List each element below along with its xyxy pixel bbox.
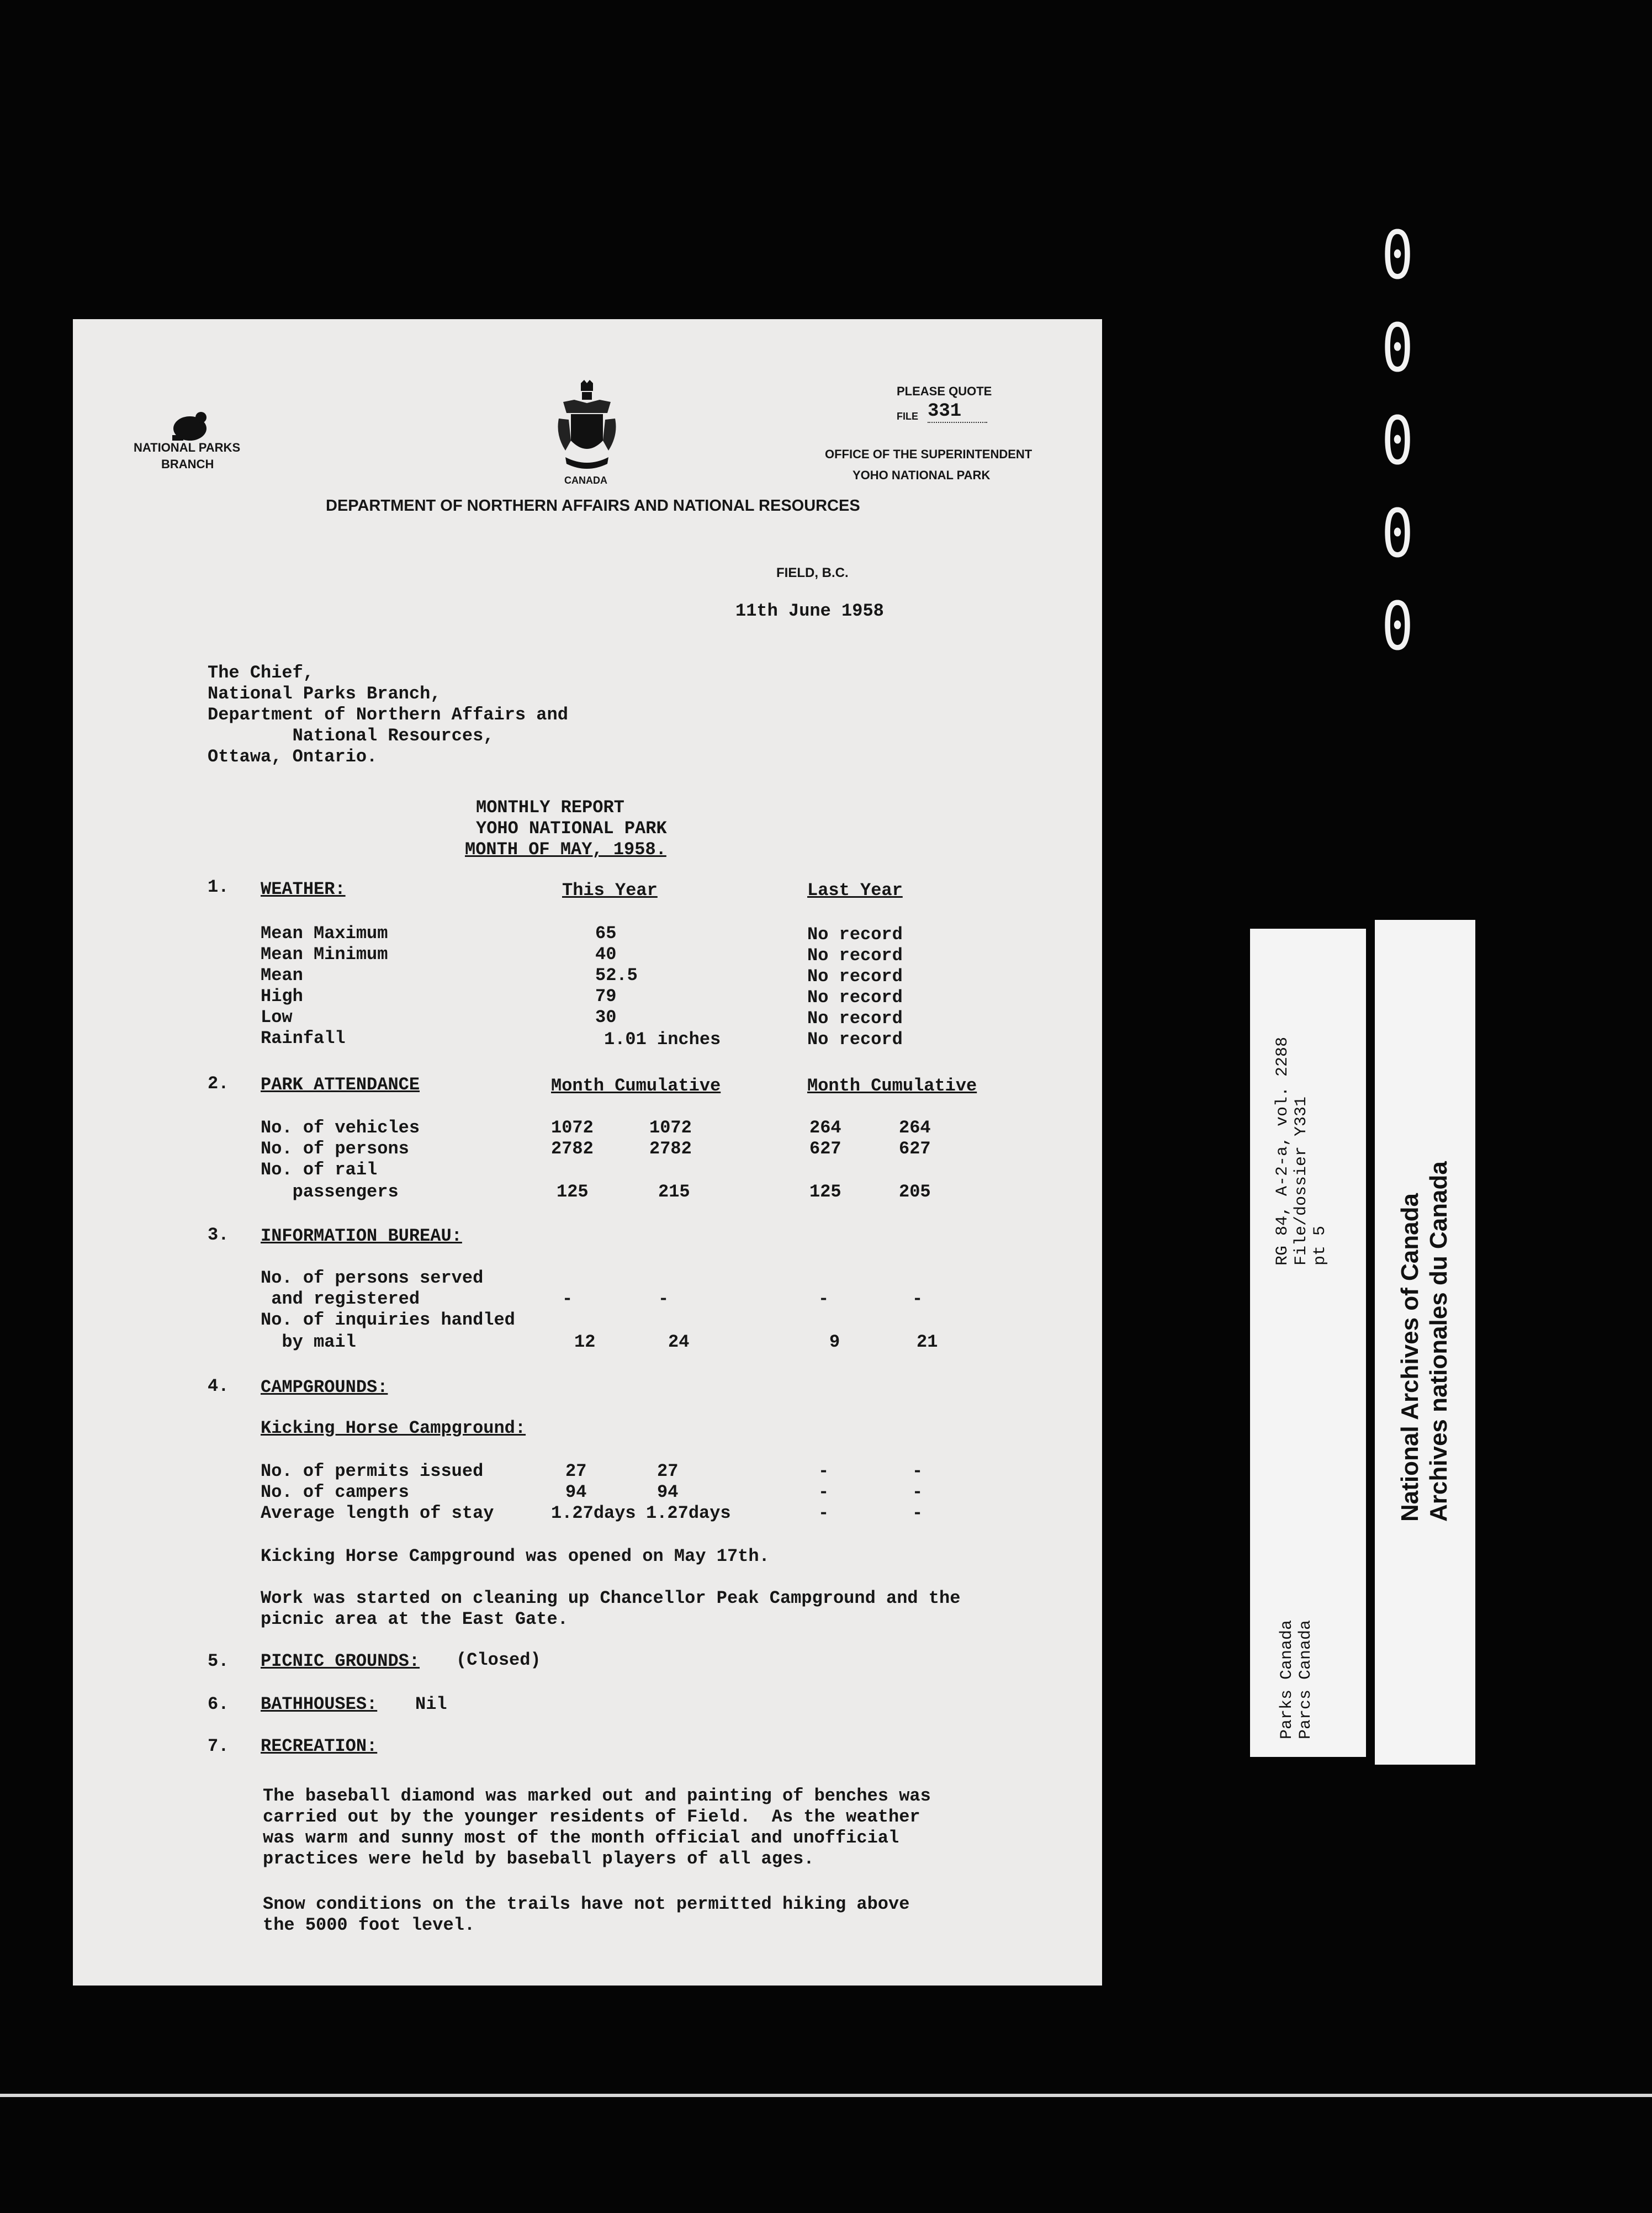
attendance-label: passengers <box>261 1182 399 1202</box>
attendance-cumulative-last: 627 <box>899 1139 931 1159</box>
canada-crest-icon <box>552 380 622 477</box>
attendance-month-last: 264 <box>809 1118 841 1138</box>
campground-month-last: - <box>818 1503 829 1523</box>
report-title-line2: YOHO NATIONAL PARK <box>476 818 667 839</box>
file-number: 331 <box>928 401 987 423</box>
weather-label: Mean <box>261 965 303 986</box>
campground-cumulative-last: - <box>912 1482 923 1502</box>
agency-en: Parks Canada <box>1278 1619 1296 1739</box>
column-header-this-year: This Year <box>562 880 658 901</box>
branch-line2: BRANCH <box>161 457 214 471</box>
info-bureau-cumulative: 24 <box>668 1332 690 1352</box>
campground-month: 94 <box>565 1482 587 1502</box>
addressee-line: The Chief, <box>208 663 314 683</box>
campground-cumulative-last: - <box>912 1503 923 1523</box>
frame-number <box>1374 210 1421 674</box>
recreation-text: carried out by the younger residents of Field. As the weather <box>263 1807 920 1827</box>
section-number: 7. <box>208 1736 229 1756</box>
section-heading-campgrounds: CAMPGROUNDS: <box>261 1377 388 1397</box>
archive-reference <box>1273 1037 1330 1266</box>
attendance-month: 2782 <box>551 1139 594 1159</box>
archives-en: National Archives of Canada <box>1396 1193 1423 1522</box>
office-line2: YOHO NATIONAL PARK <box>853 468 991 482</box>
reference-line: RG 84, A-2-a, vol. 2288 <box>1273 1036 1292 1266</box>
column-header-last-year: Month Cumulative <box>807 1076 977 1096</box>
reference-line: pt 5 <box>1311 1225 1330 1266</box>
branch-line1: NATIONAL PARKS <box>134 441 241 454</box>
info-bureau-month: 12 <box>574 1332 596 1352</box>
info-bureau-month: - <box>562 1289 573 1309</box>
info-bureau-cumulative-last: 21 <box>917 1332 938 1352</box>
weather-label: High <box>261 986 303 1007</box>
attendance-cumulative-last: 264 <box>899 1118 931 1138</box>
section-heading-weather: WEATHER: <box>261 879 346 899</box>
campground-month-last: - <box>818 1482 829 1502</box>
campground-label: Average length of stay <box>261 1503 494 1523</box>
campground-sub-heading: Kicking Horse Campground: <box>261 1418 526 1438</box>
column-header-last-year: Last Year <box>807 880 903 901</box>
agency-name <box>1278 1620 1315 1739</box>
info-bureau-month-last: 9 <box>829 1332 840 1352</box>
addressee-line: Ottawa, Ontario. <box>208 747 378 767</box>
info-bureau-month-last: - <box>818 1289 829 1309</box>
attendance-cumulative: 2782 <box>649 1139 692 1159</box>
frame-digit: 0 <box>1381 218 1413 294</box>
section-number: 1. <box>208 877 229 897</box>
section-heading-recreation: RECREATION: <box>261 1736 378 1756</box>
section-number: 4. <box>208 1376 229 1396</box>
section-number: 6. <box>208 1694 229 1714</box>
bathhouses-status: Nil <box>415 1694 447 1714</box>
info-bureau-cumulative: - <box>658 1289 669 1309</box>
campground-note: Work was started on cleaning up Chancellor Peak Campground and the <box>261 1588 961 1608</box>
campground-cumulative: 94 <box>657 1482 679 1502</box>
frame-digit: 0 <box>1381 310 1413 387</box>
section-number: 2. <box>208 1073 229 1094</box>
frame-digit: 0 <box>1381 496 1413 573</box>
column-header-this-year: Month Cumulative <box>551 1076 721 1096</box>
recreation-text: The baseball diamond was marked out and painting of benches was <box>263 1786 931 1806</box>
weather-this-year: 52.5 <box>595 965 638 986</box>
please-quote-label: PLEASE QUOTE <box>897 384 992 398</box>
attendance-month-last: 627 <box>809 1139 841 1159</box>
attendance-label: No. of vehicles <box>261 1118 420 1138</box>
campground-cumulative-last: - <box>912 1461 923 1481</box>
campground-cumulative: 27 <box>657 1461 679 1481</box>
addressee-line: Department of Northern Affairs and <box>208 705 568 725</box>
section-number: 3. <box>208 1225 229 1245</box>
weather-label: Rainfall <box>261 1028 346 1049</box>
archive-reference-card <box>1250 929 1366 1757</box>
canada-label: CANADA <box>564 475 607 486</box>
campground-note: Kicking Horse Campground was opened on May 17th. <box>261 1546 770 1566</box>
agency-fr: Parcs Canada <box>1296 1619 1315 1739</box>
report-title-line1: MONTHLY REPORT <box>476 797 624 818</box>
campground-month: 1.27days <box>551 1503 636 1523</box>
info-bureau-label: No. of inquiries handled <box>261 1310 515 1330</box>
weather-this-year: 30 <box>595 1007 617 1028</box>
report-title-line3: MONTH OF MAY, 1958. <box>465 839 666 860</box>
weather-label: Mean Maximum <box>261 923 388 944</box>
info-bureau-label: No. of persons served <box>261 1268 484 1288</box>
attendance-cumulative: 1072 <box>649 1118 692 1138</box>
reference-line: File/dossier Y331 <box>1292 1096 1311 1266</box>
attendance-cumulative: 215 <box>658 1182 690 1202</box>
attendance-month: 1072 <box>551 1118 594 1138</box>
department-title: DEPARTMENT OF NORTHERN AFFAIRS AND NATIONAL RESOURCES <box>326 497 860 515</box>
addressee-line: National Resources, <box>208 726 494 746</box>
letter-page <box>73 319 1102 1986</box>
weather-label: Mean Minimum <box>261 944 388 965</box>
weather-this-year: 65 <box>595 923 617 944</box>
recreation-text: practices were held by baseball players of all ages. <box>263 1849 814 1869</box>
weather-last-year: No record <box>807 1008 903 1029</box>
weather-label: Low <box>261 1007 293 1028</box>
weather-last-year: No record <box>807 966 903 987</box>
attendance-cumulative-last: 205 <box>899 1182 931 1202</box>
recreation-text: the 5000 foot level. <box>263 1915 475 1935</box>
campground-label: No. of permits issued <box>261 1461 484 1481</box>
section-heading-picnic: PICNIC GROUNDS: <box>261 1651 420 1671</box>
place-line: FIELD, B.C. <box>776 565 849 580</box>
info-bureau-label: and registered <box>261 1289 420 1309</box>
attendance-month-last: 125 <box>809 1182 841 1202</box>
info-bureau-label: by mail <box>261 1332 356 1352</box>
frame-digit: 0 <box>1381 589 1413 665</box>
attendance-label: No. of rail <box>261 1160 378 1180</box>
section-heading-info-bureau: INFORMATION BUREAU: <box>261 1226 462 1246</box>
archives-label-card <box>1375 920 1475 1765</box>
addressee-line: National Parks Branch, <box>208 684 441 704</box>
office-line1: OFFICE OF THE SUPERINTENDENT <box>825 447 1032 461</box>
picnic-status: (Closed) <box>456 1650 541 1670</box>
attendance-label: No. of persons <box>261 1139 409 1159</box>
section-heading-bathhouses: BATHHOUSES: <box>261 1694 378 1714</box>
info-bureau-cumulative-last: - <box>912 1289 923 1309</box>
film-edge-line <box>0 2094 1652 2097</box>
campground-note: picnic area at the East Gate. <box>261 1609 568 1629</box>
weather-last-year: No record <box>807 924 903 945</box>
frame-digit: 0 <box>1381 403 1413 480</box>
campground-label: No. of campers <box>261 1482 409 1502</box>
campground-cumulative: 1.27days <box>646 1503 731 1523</box>
weather-last-year: No record <box>807 945 903 966</box>
weather-this-year: 40 <box>595 944 617 965</box>
weather-last-year: No record <box>807 1029 903 1050</box>
archives-fr: Archives nationales du Canada <box>1425 1161 1452 1522</box>
section-number: 5. <box>208 1651 229 1671</box>
campground-month: 27 <box>565 1461 587 1481</box>
section-heading-attendance: PARK ATTENDANCE <box>261 1074 420 1095</box>
weather-this-year: 1.01 inches <box>604 1029 721 1050</box>
file-label: FILE <box>897 411 918 422</box>
recreation-text: Snow conditions on the trails have not permitted hiking above <box>263 1894 910 1914</box>
letter-date: 11th June 1958 <box>735 601 884 621</box>
attendance-month: 125 <box>557 1182 589 1202</box>
weather-last-year: No record <box>807 987 903 1008</box>
recreation-text: was warm and sunny most of the month official and unofficial <box>263 1828 899 1848</box>
campground-month-last: - <box>818 1461 829 1481</box>
archives-name <box>1396 1161 1453 1522</box>
weather-this-year: 79 <box>595 986 617 1007</box>
beaver-logo-icon <box>168 407 210 444</box>
